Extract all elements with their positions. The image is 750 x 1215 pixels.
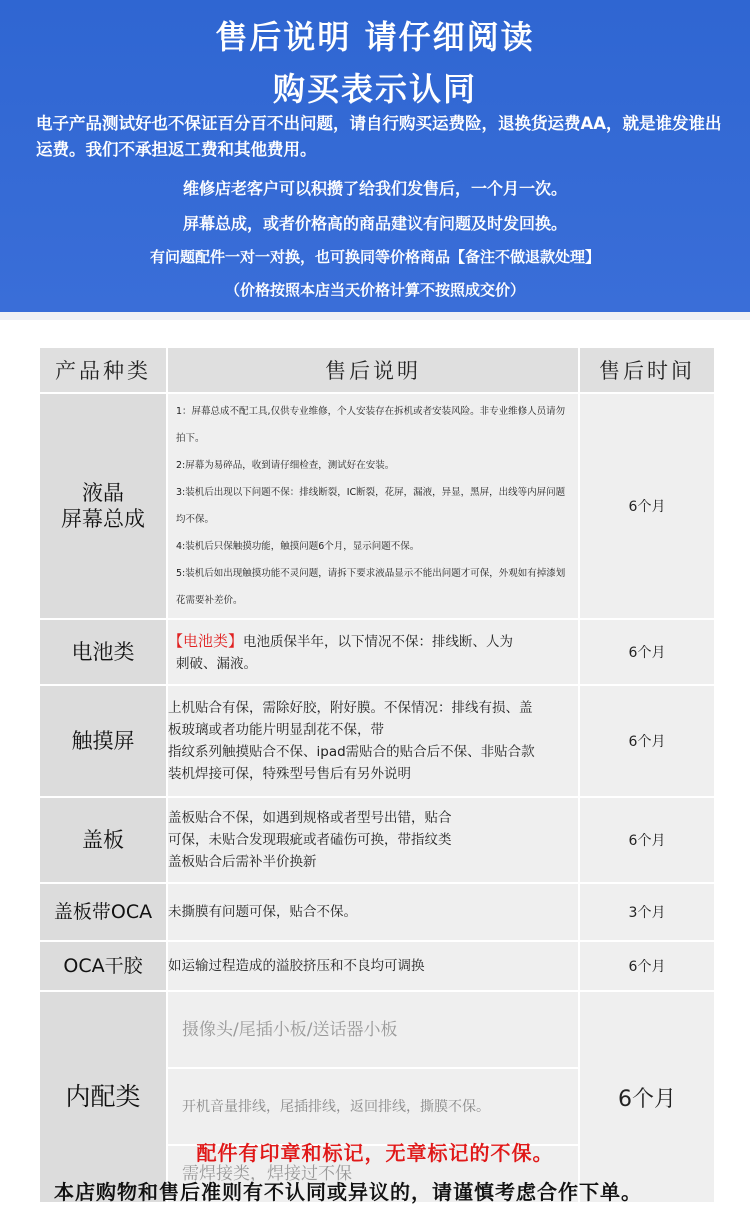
row-description: 1：屏幕总成不配工具,仅供专业维修，个人安装存在拆机或者安装风险。非专业维修人员请勿拍下。 2:屏幕为易碎品，收到请仔细检查，测试好在安装。 3:装机后出现以下问题不保：排线断裂，IC断裂，花屏，漏液，异显，黑屏，出线等内屏问题均不保。 4:装机后只保触摸功能，触摸问题6个月，显示问题不保。 5:装机后如出现触摸功能不灵问题，请拆下要求液晶显示不能出问题才可保，外观如有掉漆划花需要补差价。 (167, 393, 579, 619)
row-category: OCA干胶 (39, 941, 167, 991)
row-category: 盖板 (39, 797, 167, 883)
sub-item: 摄像头/尾插小板/送话器小板 (168, 992, 578, 1069)
table-row (39, 883, 715, 941)
banner-paragraph-screen: 屏幕总成，或者价格高的商品建议有问题及时发回换。 (182, 214, 567, 233)
header-banner (0, 0, 750, 312)
header-category: 产品种类 (39, 347, 167, 393)
table-row (39, 685, 715, 797)
banner-paragraph-repair-shop: 维修店老客户可以积攒了给我们发售后，一个月一次。 (182, 179, 567, 198)
row-description (167, 991, 579, 1203)
row-category: 盖板带OCA (39, 883, 167, 941)
row-description: 上机贴合有保，需除好胶，附好膜。不保情况：排线有损、盖 板玻璃或者功能片明显刮花不保，带 指纹系列触摸贴合不保、ipad需贴合的贴合后不保、非贴合款 装机焊接可保，特殊型号售后有另外说明 (167, 685, 579, 797)
row-period: 6个月 (579, 797, 715, 883)
table-row (39, 941, 715, 991)
row-description: 如运输过程造成的溢胶挤压和不良均可调换 (167, 941, 579, 991)
banner-paragraph-shipping: 电子产品测试好也不保证百分百不出问题，请自行购买运费险，退换货运费AA，就是谁发谁出运费。我们不承担返工费和其他费用。 (36, 114, 722, 159)
table-row (39, 991, 715, 1203)
section-divider (0, 312, 750, 320)
row-period: 6个月 (579, 685, 715, 797)
sub-item: 需焊接类，焊接过不保 (182, 1164, 352, 1184)
banner-title: 售后说明 请仔细阅读 (215, 18, 535, 56)
header-period: 售后时间 (579, 347, 715, 393)
table-row (39, 393, 715, 619)
row-description: 未撕膜有问题可保，贴合不保。 (167, 883, 579, 941)
battery-tag: 【电池类】 (168, 631, 244, 650)
agreement-note: 本店购物和售后准则有不认同或异议的，请谨慎考虑合作下单。 (54, 1180, 642, 1204)
row-description: 盖板贴合不保，如遇到规格或者型号出错，贴合 可保，未贴合发现瑕疵或者磕伤可换，带指纹类 盖板贴合后需补半价换新 (167, 797, 579, 883)
table-row (39, 797, 715, 883)
row-category: 液晶 屏幕总成 (39, 393, 167, 619)
table-header-row (39, 347, 715, 393)
row-category: 电池类 (39, 619, 167, 685)
header-description: 售后说明 (167, 347, 579, 393)
row-period: 6个月 (579, 941, 715, 991)
table-row (39, 619, 715, 685)
after-sales-table (38, 346, 716, 1204)
row-period: 6个月 (579, 991, 715, 1203)
banner-subtitle: 购买表示认同 (272, 70, 477, 108)
sub-item: 开机音量排线，尾插排线，返回排线，撕膜不保。 (168, 1069, 578, 1146)
row-period: 3个月 (579, 883, 715, 941)
row-period: 6个月 (579, 393, 715, 619)
row-period: 6个月 (579, 619, 715, 685)
banner-paragraph-exchange: 有问题配件一对一对换，也可换同等价格商品【备注不做退款处理】 (149, 248, 600, 266)
row-description: 【电池类】电池质保半年，以下情况不保：排线断、人为 刺破、漏液。 (167, 619, 579, 685)
stamp-warning-note: 配件有印章和标记，无章标记的不保。 (196, 1141, 554, 1165)
row-category: 触摸屏 (39, 685, 167, 797)
banner-paragraph-price: （价格按照本店当天价格计算不按照成交价） (224, 281, 525, 299)
row-category: 内配类 (39, 991, 167, 1203)
